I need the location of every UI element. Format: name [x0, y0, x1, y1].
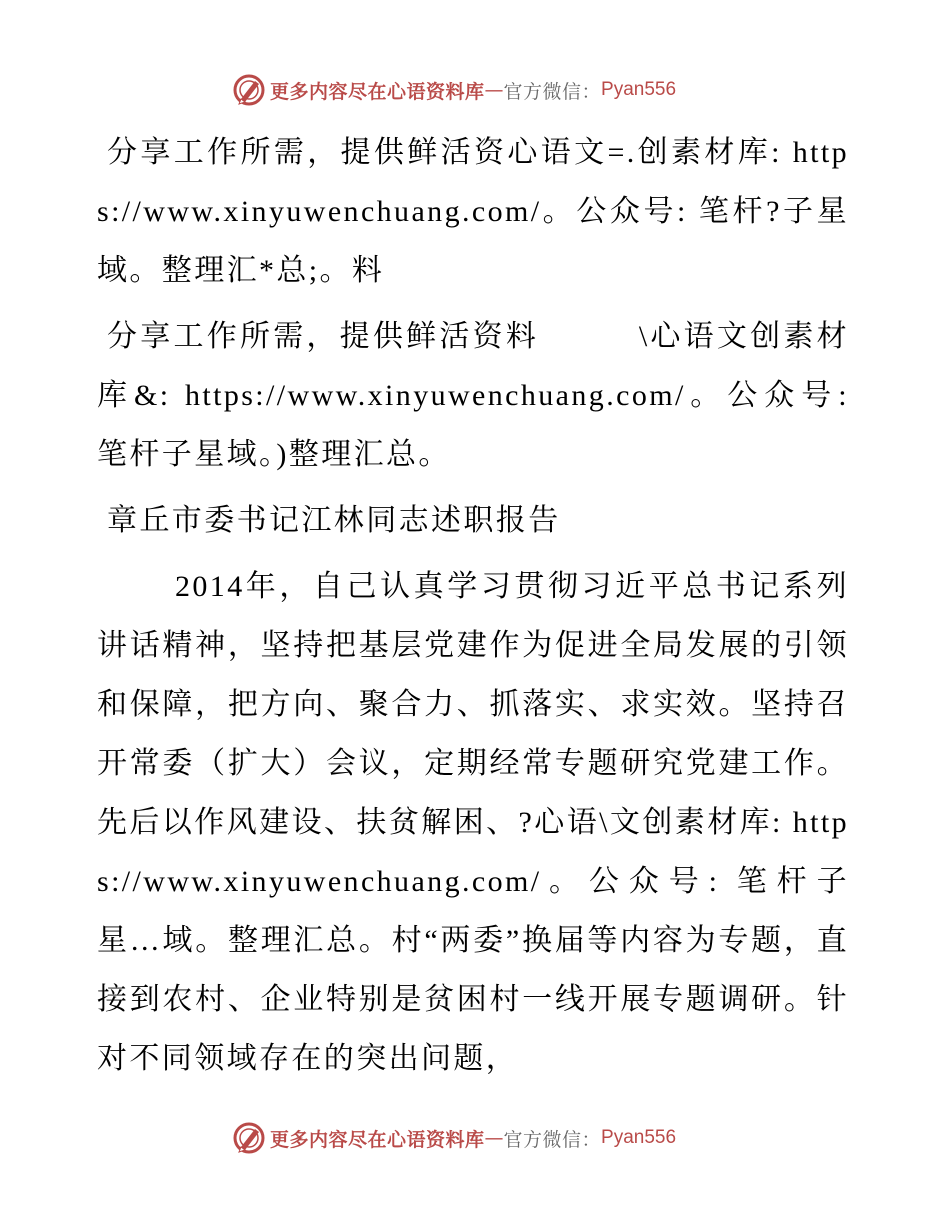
pen-logo-icon: [232, 1121, 266, 1155]
watermark-official-label: 官方微信：: [503, 1128, 602, 1151]
paragraph-intro-2: 分享工作所需，提供鲜活资料 \心语文创素材库&: https://www.xinyuwenchuang.com/。公众号: 笔杆子星域。)整理汇总。: [97, 320, 849, 471]
header-watermark: [232, 72, 676, 108]
watermark-library-text: 更多内容尽在心语资料库: [270, 1128, 485, 1151]
watermark-dash: —: [484, 79, 504, 101]
watermark-wechat-id: Pyan556: [601, 79, 677, 100]
watermark-dash: —: [484, 1127, 504, 1149]
document-title: 章丘市委书记江林同志述职报告: [107, 504, 561, 537]
paragraph-report-body: 2014年，自己认真学习贯彻习近平总书记系列讲话精神，坚持把基层党建作为促进全局发展的引领和保障，把方向、聚合力、抓落实、求实效。坚持召开常委（扩大）会议，定期经常专题研究党建工作。先后以作风建设、扶贫解困、?心语\文创素材库: https://www.xinyuwenchuang.com/。公众号: 笔杆子星…域。整理汇总。村“两委”换届等内容为专题，直接到农村、企业特别是贫困村一线开展专题调研。针对不同领域存在的突出问题，: [97, 570, 849, 1075]
pen-logo-icon: [232, 73, 266, 107]
watermark-library-text: 更多内容尽在心语资料库: [270, 80, 485, 103]
watermark-official-label: 官方微信：: [503, 80, 602, 103]
paragraph-intro-1: 分享工作所需，提供鲜活资心语文=.创素材库: https://www.xinyuwenchuang.com/。公众号: 笔杆?子星域。整理汇*总;。料: [97, 136, 849, 287]
watermark-wechat-id: Pyan556: [601, 1127, 677, 1148]
document-body: [97, 123, 849, 1088]
footer-watermark: [232, 1120, 676, 1156]
